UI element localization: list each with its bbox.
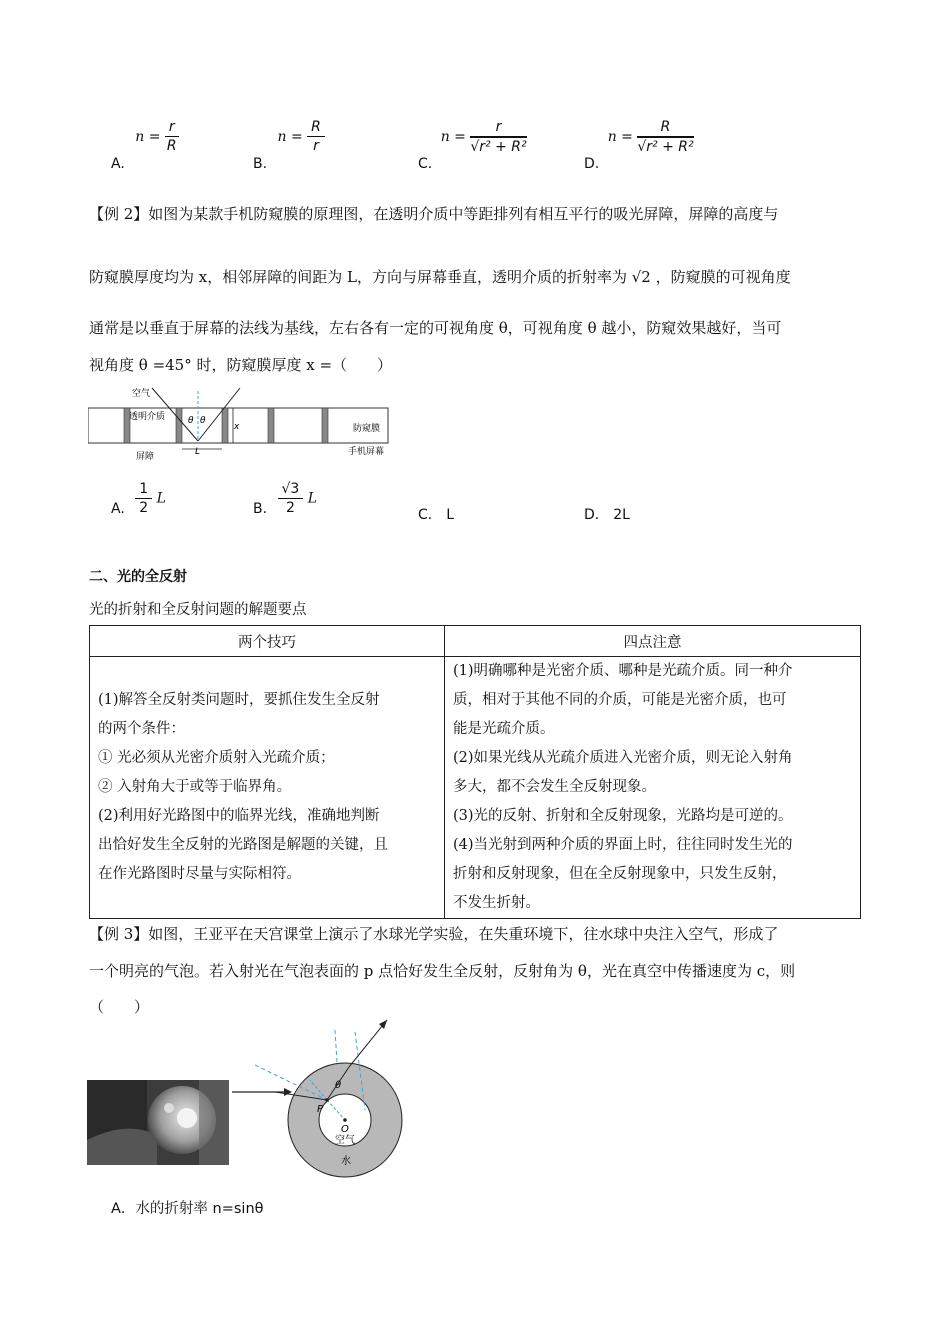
example2-line3: 通常是以垂直于屏幕的法线为基线，左右各有一定的可视角度 θ，可视角度 θ 越小，防窥效果越好，当可 xyxy=(89,319,782,337)
option-letter: B. xyxy=(253,500,268,517)
label-water: 水 xyxy=(341,1156,351,1167)
label-theta: θ xyxy=(335,1080,342,1091)
ex2-option-c: C． L xyxy=(418,507,455,523)
list-item: 的两个条件： xyxy=(98,721,185,737)
ex2-option-a: A. $\frac{1}{2}$ L xyxy=(111,481,166,517)
example3-line1: 【例 3】如图，王亚平在天宫课堂上演示了水球光学实验，在失重环境下，往水球中央注入空气，形成了 xyxy=(89,925,779,943)
fraction: $\frac{r}{\text{√r² + R²}}$ xyxy=(470,119,527,155)
example2-line2: 防窥膜厚度均为 x，相邻屏障的间距为 L，方向与屏幕垂直，透明介质的折射率为 √2 ，防窥膜的可视角度 xyxy=(89,268,791,286)
option-letter: B. xyxy=(253,155,268,172)
list-item: (4)当光射到两种介质的界面上时，往往同时发生光的 xyxy=(453,837,793,853)
label-medium: 透明介质 xyxy=(129,412,166,422)
option-letter: D. xyxy=(584,156,600,172)
list-item: 质，相对于其他不同的介质，可能是光密介质，也可 xyxy=(453,692,787,708)
list-item: 出恰好发生全反射的光路图是解题的关键，且 xyxy=(98,837,388,853)
label-theta: θ xyxy=(200,416,206,426)
table-header-right: 四点注意 xyxy=(445,626,861,657)
ex2-option-b: B. $\frac{√3}{2}$ L xyxy=(253,481,318,517)
list-item: 能是光疏介质。 xyxy=(453,721,555,737)
option-letter: A. xyxy=(111,500,125,517)
example3-line3: （ ） xyxy=(89,998,150,1016)
section-intro: 光的折射和全反射问题的解题要点 xyxy=(89,602,307,618)
table-cell-left xyxy=(90,657,445,919)
privacy-film-diagram xyxy=(88,383,398,463)
option-c: C. n = $\frac{r}{\text{√r² + R²}}$ xyxy=(418,119,527,172)
label-theta: θ xyxy=(188,416,194,426)
label-P: P xyxy=(317,1104,324,1115)
list-item: 多大，都不会发生全反射现象。 xyxy=(453,779,656,795)
ex3-option-a: A．水的折射率 n=sinθ xyxy=(111,1201,264,1217)
list-item: (2)利用好光路图中的临界光线，准确地判断 xyxy=(98,808,380,824)
example2-line1: 【例 2】如图为某款手机防窥膜的原理图，在透明介质中等距排列有相互平行的吸光屏障，屏障的高度与 xyxy=(89,205,779,223)
fraction: $\frac{1}{2}$ xyxy=(135,480,152,517)
fraction: $\frac{r}{R}$ xyxy=(165,118,179,155)
fraction: $\frac{√3}{2}$ xyxy=(278,480,304,517)
list-item: (3)光的反射、折射和全反射现象，光路均是可逆的。 xyxy=(453,808,793,824)
label-barrier: 屏障 xyxy=(136,452,155,462)
list-item: 不发生折射。 xyxy=(453,895,540,911)
option-b: B. n = $\frac{R}{r}$ xyxy=(253,118,325,155)
option-d: D. n = $\frac{R}{\text{√r² + R²}}$ xyxy=(584,119,694,172)
label-x: x xyxy=(234,422,240,432)
ex2-option-d: D． 2L xyxy=(584,507,630,523)
label-screen: 手机屏幕 xyxy=(348,447,385,457)
water-ball-photo xyxy=(87,1080,229,1165)
list-item: 折射和反射现象，但在全反射现象中，只发生反射， xyxy=(453,866,787,882)
list-item: 在作光路图时尽量与实际相符。 xyxy=(98,866,301,882)
table-header-left: 两个技巧 xyxy=(90,626,445,657)
list-item: ① 光必须从光密介质射入光疏介质； xyxy=(98,750,335,766)
tips-table xyxy=(89,625,861,919)
section-title: 二、光的全反射 xyxy=(89,569,187,585)
label-O: O xyxy=(341,1124,349,1135)
table-cell-right xyxy=(445,657,861,919)
label-L: L xyxy=(195,447,201,457)
fraction: $\frac{R}{\text{√r² + R²}}$ xyxy=(637,119,694,155)
water-sphere-diagram xyxy=(255,1000,420,1180)
list-item: (2)如果光线从光疏介质进入光密介质，则无论入射角 xyxy=(453,750,793,766)
example3-line2: 一个明亮的气泡。若入射光在气泡表面的 p 点恰好发生全反射，反射角为 θ，光在真空中传播速度为 c，则 xyxy=(89,962,796,980)
option-a: A. n = $\frac{r}{R}$ xyxy=(111,118,179,155)
label-air: 空气 xyxy=(132,389,151,399)
fraction: $\frac{R}{r}$ xyxy=(307,118,325,155)
label-air: 空气 xyxy=(335,1135,355,1146)
barrier xyxy=(222,408,228,443)
barrier xyxy=(268,408,274,443)
option-letter: C. xyxy=(418,156,433,172)
list-item: ② 入射角大于或等于临界角。 xyxy=(98,779,292,795)
label-film: 防窥膜 xyxy=(353,424,381,434)
list-item: (1)明确哪种是光密介质、哪种是光疏介质。同一种介 xyxy=(453,663,793,679)
example2-line4: 视角度 θ =45° 时，防窥膜厚度 x =（ ） xyxy=(89,356,393,374)
barrier xyxy=(176,408,182,443)
list-item: (1)解答全反射类问题时，要抓住发生全反射 xyxy=(98,692,380,708)
barrier xyxy=(322,408,328,443)
option-letter: A. xyxy=(111,155,125,172)
